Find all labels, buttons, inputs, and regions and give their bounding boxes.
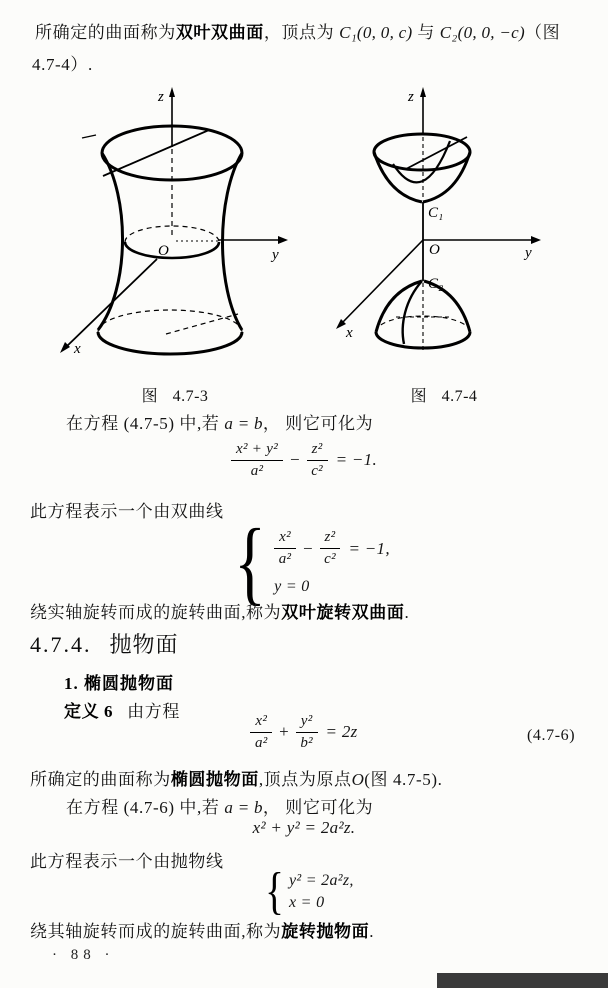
caption-prefix: 图	[410, 388, 428, 405]
text-run: 在方程 (4.7-5) 中,若	[66, 414, 225, 433]
fraction	[231, 440, 283, 481]
paragraph-eq476-reduction	[66, 793, 373, 818]
system-row-2: x = 0	[288, 894, 325, 911]
text-run: ， 则它可化为	[262, 798, 374, 817]
left-brace: {	[234, 509, 266, 615]
scan-artifact-bar	[437, 973, 608, 988]
bold-term-rotation-two-sheet: 双叶旋转双曲面	[281, 603, 405, 622]
numerator: y²	[296, 712, 318, 733]
x-axis	[65, 259, 157, 348]
text-run: 由方程	[127, 702, 180, 721]
math-a-equals-b: a = b	[224, 414, 263, 433]
z-axis-label: z	[408, 89, 414, 105]
denominator: c²	[311, 462, 323, 479]
math-a-equals-b: a = b	[224, 798, 263, 817]
text-run: (图 4.7-5).	[364, 770, 443, 789]
numerator: x² + y²	[231, 440, 283, 461]
bold-term-rotation-paraboloid: 旋转抛物面	[281, 922, 370, 941]
math-origin-o: O	[351, 770, 365, 789]
caption-number: 4.7-3	[172, 388, 209, 405]
denominator: b²	[300, 734, 313, 751]
fraction	[320, 528, 341, 569]
page-number-text: · 88 ·	[52, 947, 115, 963]
minus-operator: −	[290, 450, 300, 470]
denominator: c²	[324, 551, 336, 567]
equals-rhs: = −1,	[348, 538, 390, 558]
figure-caption-474	[358, 383, 530, 406]
numerator: z²	[307, 440, 328, 461]
section-heading-paraboloid	[30, 628, 179, 659]
page-number	[52, 947, 115, 964]
section-title: 抛物面	[109, 632, 179, 657]
equation-rotation-paraboloid	[0, 818, 608, 838]
y-axis-label: y	[525, 245, 532, 261]
section-number: 4.7.4.	[30, 632, 92, 657]
fraction	[274, 528, 296, 569]
origin-label: O	[158, 243, 169, 259]
x-axis	[342, 240, 423, 323]
text-run: ,顶点为原点	[258, 770, 352, 789]
minus-operator: −	[302, 538, 313, 558]
denominator: a²	[254, 734, 268, 751]
paragraph-eq475-reduction	[66, 409, 373, 434]
figure-caption-473	[70, 383, 280, 406]
plus-operator: +	[279, 722, 289, 742]
fraction	[250, 712, 272, 753]
bold-term-elliptic-paraboloid: 椭圆抛物面	[170, 770, 259, 789]
x-axis-label: x	[74, 341, 81, 357]
text-run: 1. 椭圆抛物面	[64, 674, 174, 693]
left-brace: {	[265, 863, 284, 920]
denominator: a²	[250, 462, 264, 479]
text-run: 在方程 (4.7-6) 中,若	[66, 798, 225, 817]
equals-rhs: = −1.	[335, 450, 378, 470]
vertex-c1-label: C₁	[428, 205, 444, 221]
numerator: x²	[250, 712, 272, 733]
math-vertex-c1: C₁(0, 0, c)	[339, 23, 413, 42]
bold-term-two-sheet-hyperboloid: 双叶双曲面	[175, 23, 264, 42]
subheading-elliptic-paraboloid	[64, 669, 174, 694]
text-run: 此方程表示一个由抛物线	[30, 852, 224, 871]
system-row-1	[274, 528, 390, 569]
figure-hyperboloid-two-sheets	[330, 85, 600, 380]
system-parabola	[262, 863, 354, 920]
paragraph-continuation	[32, 50, 93, 75]
math-vertex-c2: C₂(0, 0, −c)	[439, 23, 525, 42]
z-axis-label: z	[158, 89, 164, 105]
text-run: 绕其轴旋转而成的旋转曲面,称为	[30, 922, 282, 941]
figure-hyperboloid-one-sheet	[32, 85, 297, 380]
paragraph-rotation-surface-name	[30, 598, 409, 623]
text-run: .	[369, 922, 375, 941]
bottom-chord-hidden	[166, 314, 238, 334]
right-silhouette	[223, 153, 243, 330]
y-axis-arrow	[531, 236, 541, 244]
equation-number: (4.7-6)	[527, 727, 576, 744]
paragraph-hyperboloid-two-sheet-intro	[35, 18, 560, 43]
origin-label: O	[429, 242, 440, 258]
equals-rhs: = 2z	[325, 722, 358, 742]
equation-tag-476	[527, 727, 575, 745]
bottom-ellipse-back	[98, 310, 242, 332]
bowl-rim-ellipse	[374, 134, 470, 170]
fraction	[296, 712, 318, 753]
dome-meridian	[403, 281, 422, 344]
x-axis-label: x	[346, 325, 353, 341]
waist-ellipse-front	[125, 242, 219, 258]
fraction	[307, 440, 328, 481]
text-run: .	[404, 603, 410, 622]
text-run: ，顶点为	[263, 23, 340, 42]
paragraph-hyperbola-intro	[30, 497, 224, 522]
equation-elliptic-paraboloid	[0, 712, 608, 753]
system-row-2: y = 0	[274, 577, 310, 595]
equation-text: x² + y² = 2a²z.	[252, 818, 356, 837]
bottom-ellipse-front	[98, 332, 242, 354]
bold-definition-label: 定义 6	[64, 702, 114, 721]
paragraph-rotation-paraboloid-name	[30, 917, 374, 942]
text-run: 与	[412, 23, 440, 42]
y-axis-label: y	[272, 247, 279, 263]
vertex-c2-label: C₂	[428, 276, 444, 292]
numerator: z²	[320, 528, 341, 549]
stray-dash	[82, 135, 96, 138]
equation-rotated-hyperboloid	[0, 440, 608, 481]
bowl-left-outline	[374, 152, 422, 202]
y-axis-arrow	[278, 236, 288, 244]
numerator: x²	[274, 528, 296, 549]
text-run: 绕实轴旋转而成的旋转曲面,称为	[30, 603, 282, 622]
text-run: 所确定的曲面称为	[35, 23, 176, 42]
paragraph-parabola-intro	[30, 847, 224, 872]
text-run: ， 则它可化为	[262, 414, 374, 433]
text-run: 4.7-4）.	[32, 55, 93, 74]
system-row-1: y² = 2a²z,	[288, 872, 354, 889]
caption-prefix: 图	[141, 388, 159, 405]
text-run: 所确定的曲面称为	[30, 770, 171, 789]
text-run: （图	[525, 23, 561, 42]
caption-number: 4.7-4	[441, 388, 478, 405]
paragraph-elliptic-paraboloid-name	[30, 765, 442, 790]
text-run: 此方程表示一个由双曲线	[30, 502, 224, 521]
denominator: a²	[278, 551, 292, 567]
